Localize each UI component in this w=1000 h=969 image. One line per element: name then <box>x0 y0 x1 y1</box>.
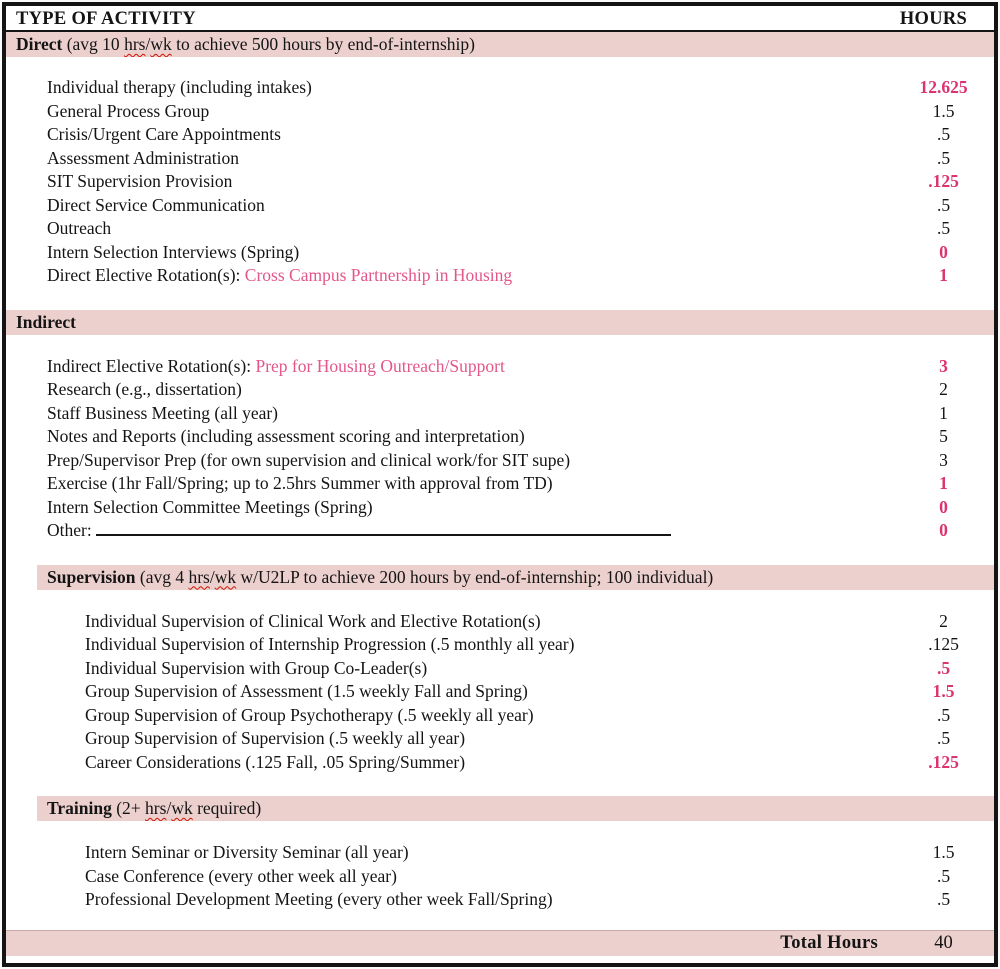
activity-label <box>6 449 896 473</box>
activity-row <box>6 241 994 265</box>
activity-hours-table <box>2 2 998 967</box>
activity-hours-value: 3 <box>939 355 948 376</box>
text-segment: Other: <box>47 520 97 540</box>
activity-hours-value: 2 <box>939 379 948 399</box>
text-segment: Individual Supervision of Clinical Work and Elective Rotation(s) <box>85 610 541 631</box>
activity-row <box>6 610 994 634</box>
activity-label <box>6 751 896 775</box>
text-segment: Intern Selection Committee Meetings (Spring) <box>47 496 373 517</box>
activity-label <box>6 888 896 912</box>
activity-label <box>6 355 896 379</box>
activity-hours-value: 1.5 <box>932 100 955 121</box>
section-rows <box>6 355 994 543</box>
activity-hours-value: 12.625 <box>919 77 968 97</box>
text-segment: required) <box>192 798 262 818</box>
activity-row <box>6 751 994 775</box>
text-segment: (avg 4 <box>135 566 189 587</box>
spellcheck-flagged-word: wk <box>214 566 237 587</box>
activity-label <box>6 100 896 124</box>
table-header-row <box>6 6 994 32</box>
activity-hours-value: .5 <box>936 218 951 238</box>
section-title: Training <box>47 798 112 818</box>
spellcheck-flagged-word: hrs <box>188 566 210 587</box>
section-rows <box>6 841 994 912</box>
text-segment: Outreach <box>47 218 112 238</box>
activity-row <box>6 123 994 147</box>
text-segment: Notes and Reports (including assessment scoring and interpretation) <box>47 426 525 446</box>
activity-hours-value: 1 <box>939 473 948 493</box>
activity-row <box>6 449 994 473</box>
activity-row <box>6 402 994 426</box>
activity-label <box>6 841 896 865</box>
text-segment: Exercise (1hr Fall/Spring; up to 2.5hrs Summer with approval from TD) <box>47 473 553 493</box>
activity-row <box>6 217 994 241</box>
activity-row <box>6 519 994 543</box>
total-hours-band <box>6 930 994 956</box>
type-of-activity-header: TYPE OF ACTIVITY <box>16 9 196 29</box>
activity-row <box>6 888 994 912</box>
activity-hours-value: .5 <box>936 704 951 725</box>
activity-row <box>6 680 994 704</box>
activity-hours-value: .125 <box>928 634 959 654</box>
activity-label <box>6 241 896 265</box>
text-segment: Direct Service Communication <box>47 194 265 215</box>
activity-row <box>6 147 994 171</box>
activity-label <box>6 704 896 728</box>
text-segment: Assessment Administration <box>47 147 240 168</box>
activity-label <box>6 865 896 889</box>
activity-row <box>6 496 994 520</box>
elective-rotation-name: Cross Campus Partnership in Housing <box>244 265 513 285</box>
elective-rotation-name: Prep for Housing Outreach/Support <box>255 355 505 376</box>
activity-row <box>6 76 994 100</box>
section-direct <box>6 32 994 288</box>
text-segment: to achieve 500 hours by end-of-internship) <box>171 34 475 54</box>
activity-row <box>6 425 994 449</box>
text-segment: Individual therapy (including intakes) <box>47 77 312 97</box>
activity-label <box>6 378 896 402</box>
spellcheck-flagged-word: hrs <box>124 34 146 54</box>
activity-label <box>6 264 896 288</box>
activity-label <box>6 727 896 751</box>
activity-hours-value: 0 <box>939 520 948 540</box>
text-segment: Individual Supervision with Group Co-Leader(s) <box>85 657 428 678</box>
activity-hours-value: 1 <box>939 402 948 423</box>
section-band-direct <box>6 32 994 57</box>
text-segment: Professional Development Meeting (every other week Fall/Spring) <box>85 889 553 909</box>
section-rows <box>6 76 994 288</box>
activity-row <box>6 264 994 288</box>
hours-header: HOURS <box>899 9 968 29</box>
section-rows <box>6 610 994 775</box>
activity-hours-value: .5 <box>936 728 951 748</box>
section-subtitle <box>112 798 261 818</box>
text-segment: SIT Supervision Provision <box>47 171 233 191</box>
sections-container <box>6 32 994 912</box>
total-hours-value: 40 <box>934 932 953 953</box>
text-segment: Career Considerations (.125 Fall, .05 Spring/Summer) <box>85 751 466 772</box>
section-subtitle <box>136 567 714 587</box>
text-segment: (2+ <box>111 798 146 818</box>
spellcheck-flagged-word: wk <box>171 798 193 818</box>
text-segment: / <box>209 566 215 587</box>
activity-label <box>6 123 896 147</box>
activity-row <box>6 841 994 865</box>
activity-row <box>6 704 994 728</box>
activity-row <box>6 170 994 194</box>
section-title: Indirect <box>16 311 76 332</box>
activity-label <box>6 496 896 520</box>
activity-label <box>6 610 896 634</box>
text-segment: Indirect Elective Rotation(s): <box>47 355 256 376</box>
activity-row <box>6 727 994 751</box>
activity-hours-value: 1.5 <box>932 842 955 862</box>
activity-label <box>6 76 896 100</box>
spellcheck-flagged-word: wk <box>150 34 172 54</box>
activity-label <box>6 147 896 171</box>
activity-hours-value: 2 <box>939 610 948 631</box>
text-segment: General Process Group <box>47 100 210 121</box>
text-segment: / <box>166 798 172 818</box>
activity-hours-value: .125 <box>928 171 959 191</box>
activity-row <box>6 633 994 657</box>
text-segment: Crisis/Urgent Care Appointments <box>47 124 281 144</box>
section-supervision <box>6 565 994 775</box>
fill-in-blank[interactable] <box>96 521 671 536</box>
text-segment: Staff Business Meeting (all year) <box>47 402 279 423</box>
activity-hours-value: 3 <box>939 449 948 470</box>
spellcheck-flagged-word: hrs <box>145 798 167 818</box>
section-subtitle <box>62 34 475 54</box>
activity-hours-value: 1.5 <box>932 681 955 701</box>
text-segment: / <box>145 34 151 54</box>
activity-label <box>6 217 896 241</box>
text-segment: Intern Seminar or Diversity Seminar (all year) <box>85 842 409 862</box>
activity-row <box>6 100 994 124</box>
text-segment: Intern Selection Interviews (Spring) <box>47 241 300 262</box>
text-segment: Group Supervision of Assessment (1.5 weekly Fall and Spring) <box>85 681 528 701</box>
text-segment: Research (e.g., dissertation) <box>47 379 242 399</box>
section-band-indirect <box>6 310 994 335</box>
text-segment: Prep/Supervisor Prep (for own supervision and clinical work/for SIT supe) <box>47 449 571 470</box>
activity-hours-value: .5 <box>936 147 951 168</box>
activity-row <box>6 657 994 681</box>
section-band-training <box>37 796 994 821</box>
activity-hours-value: .5 <box>936 124 951 144</box>
activity-hours-value: 5 <box>939 426 948 446</box>
activity-row <box>6 865 994 889</box>
text-segment: w/U2LP to achieve 200 hours by end-of-internship; 100 individual) <box>236 566 714 587</box>
activity-hours-value: 1 <box>939 265 948 285</box>
text-segment: Individual Supervision of Internship Progression (.5 monthly all year) <box>85 634 575 654</box>
text-segment: Case Conference (every other week all year) <box>85 865 397 886</box>
activity-label <box>6 680 896 704</box>
section-band-supervision <box>37 565 994 590</box>
activity-row <box>6 194 994 218</box>
activity-label <box>6 170 896 194</box>
activity-row <box>6 472 994 496</box>
activity-label <box>6 519 896 543</box>
section-training <box>6 796 994 912</box>
section-title: Supervision <box>47 566 136 587</box>
activity-hours-value: .5 <box>936 657 951 678</box>
total-hours-label: Total Hours <box>780 932 878 953</box>
activity-label <box>6 425 896 449</box>
text-segment: (avg 10 <box>62 34 125 54</box>
activity-hours-value: .5 <box>936 194 951 215</box>
text-segment: Group Supervision of Group Psychotherapy (.5 weekly all year) <box>85 704 534 725</box>
text-segment: Direct Elective Rotation(s): <box>47 265 245 285</box>
activity-label <box>6 657 896 681</box>
activity-hours-value: 0 <box>939 241 948 262</box>
activity-row <box>6 355 994 379</box>
activity-hours-value: .5 <box>936 865 951 886</box>
activity-label <box>6 402 896 426</box>
text-segment: Group Supervision of Supervision (.5 weekly all year) <box>85 728 466 748</box>
activity-label <box>6 194 896 218</box>
activity-hours-value: .5 <box>936 889 951 909</box>
activity-hours-value: .125 <box>928 751 959 772</box>
activity-label <box>6 472 896 496</box>
activity-row <box>6 378 994 402</box>
activity-label <box>6 633 896 657</box>
activity-hours-value: 0 <box>939 496 948 517</box>
section-indirect <box>6 310 994 543</box>
section-title: Direct <box>16 34 63 54</box>
